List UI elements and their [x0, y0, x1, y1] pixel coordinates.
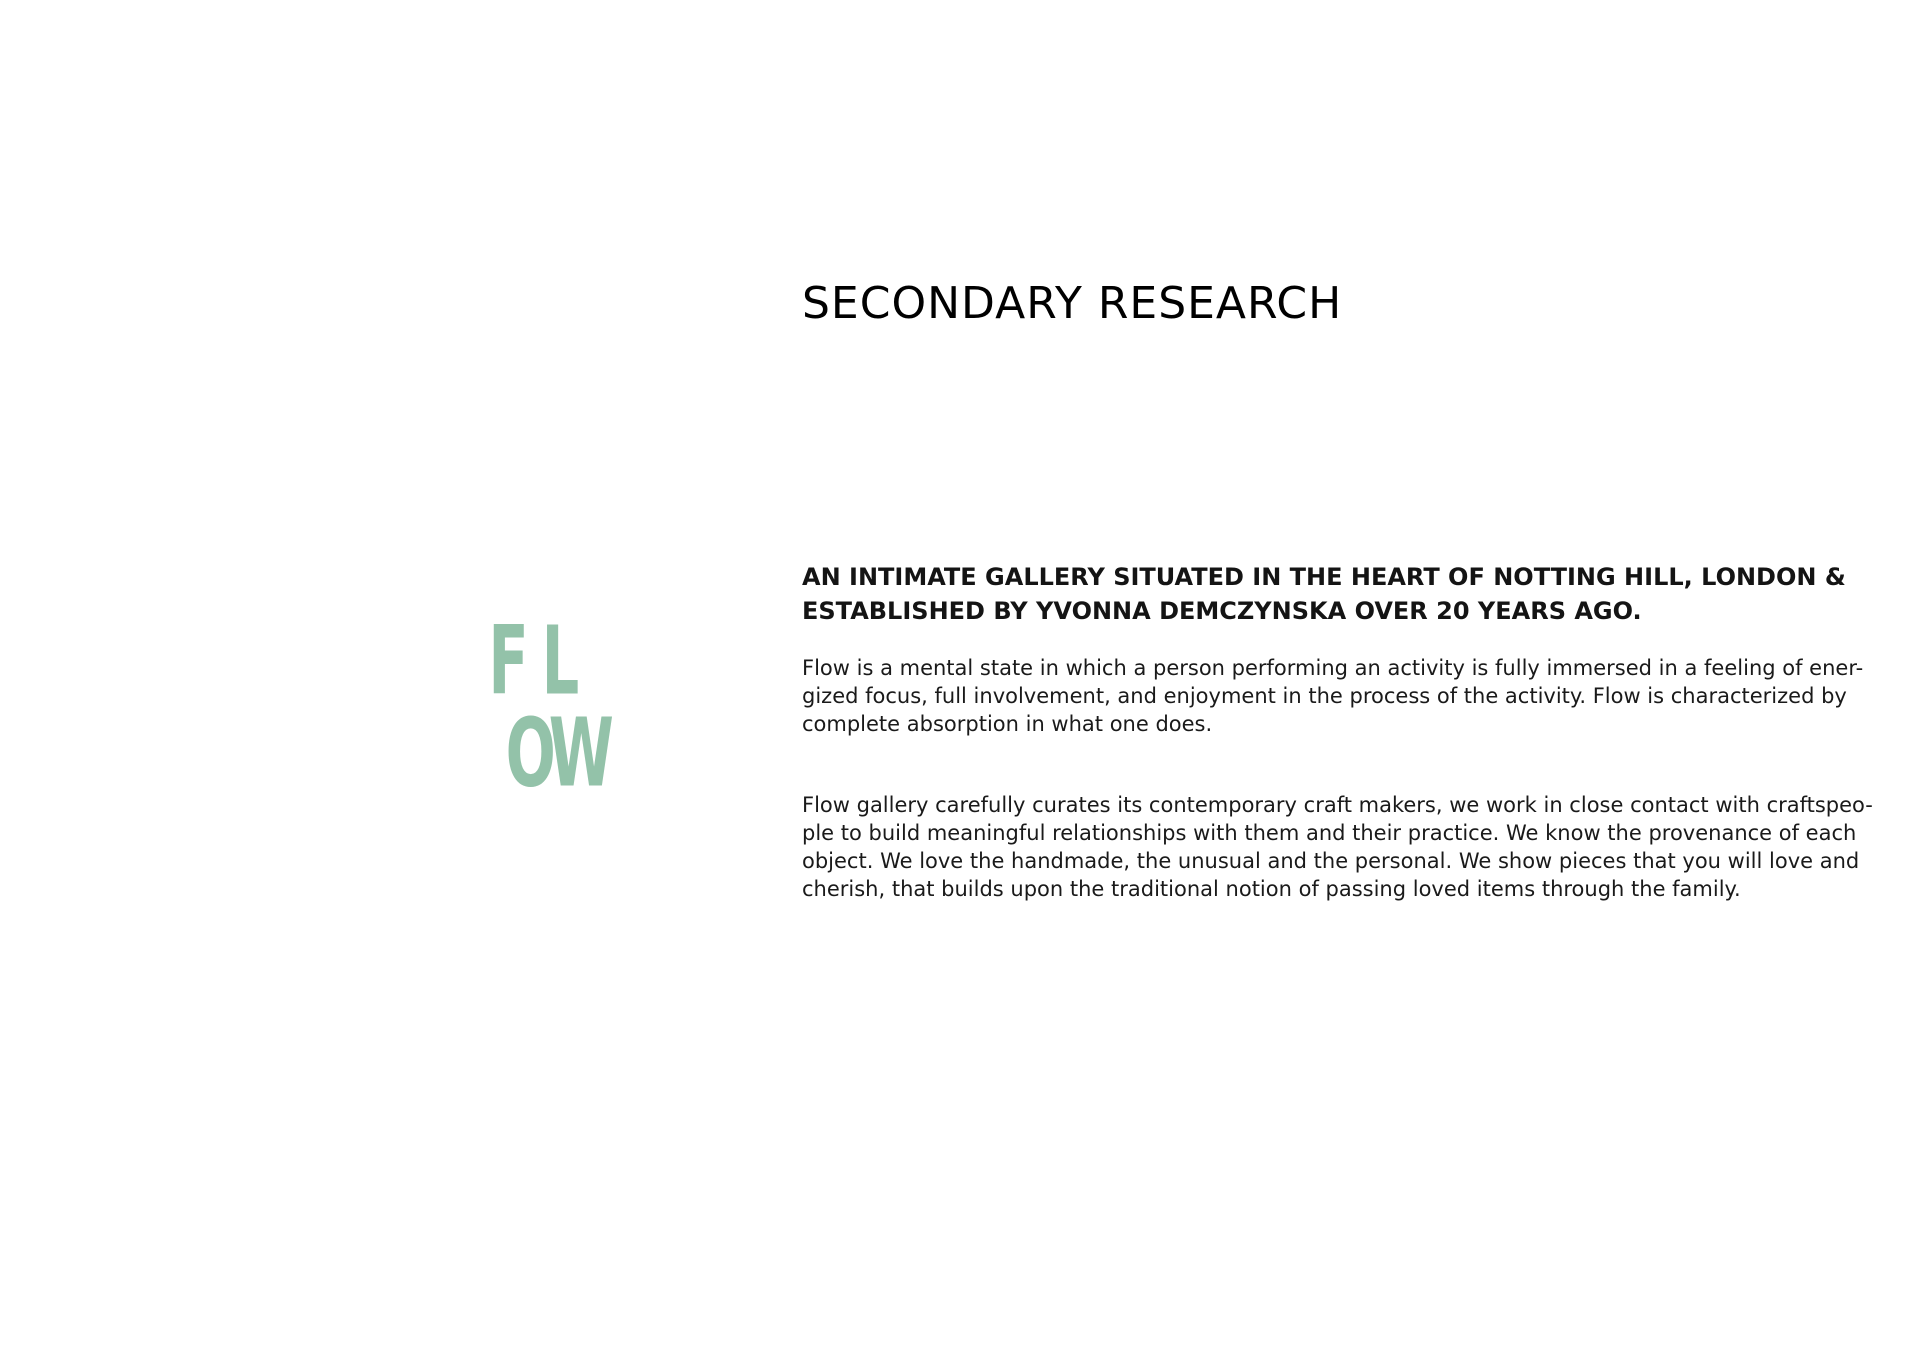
- gallery-description-paragraph: [802, 791, 1873, 903]
- logo-letter-l: L: [541, 606, 580, 717]
- flow-logo-letters: [488, 606, 614, 794]
- paragraph-line: complete absorption in what one does.: [802, 712, 1213, 736]
- flow-definition-paragraph: [802, 654, 1862, 738]
- paragraph-line: ple to build meaningful relationships with them and their practice. We know the provenance of each: [802, 821, 1857, 845]
- gallery-subheading: [802, 560, 1862, 628]
- logo-letter-f: F: [488, 606, 529, 717]
- subheading-line: AN INTIMATE GALLERY SITUATED IN THE HEART OF NOTTING HILL, LONDON &: [802, 563, 1846, 591]
- logo-letter-o: O: [505, 698, 556, 794]
- flow-logo: [484, 604, 624, 794]
- paragraph-line: cherish, that builds upon the traditional notion of passing loved items through the family.: [802, 877, 1741, 901]
- subheading-line: ESTABLISHED BY YVONNA DEMCZYNSKA OVER 20 YEARS AGO.: [802, 597, 1642, 625]
- paragraph-line: Flow is a mental state in which a person performing an activity is fully immersed in a feeling of ener-: [802, 656, 1864, 680]
- paragraph-line: object. We love the handmade, the unusual and the personal. We show pieces that you will love and: [802, 849, 1860, 873]
- paragraph-line: Flow gallery carefully curates its contemporary craft makers, we work in close contact with craftspeo-: [802, 793, 1873, 817]
- flow-logo-graphic: [484, 604, 624, 794]
- page-title: SECONDARY RESEARCH: [802, 278, 1343, 329]
- paragraph-line: gized focus, full involvement, and enjoyment in the process of the activity. Flow is characterized by: [802, 684, 1847, 708]
- logo-letter-w: W: [548, 698, 614, 794]
